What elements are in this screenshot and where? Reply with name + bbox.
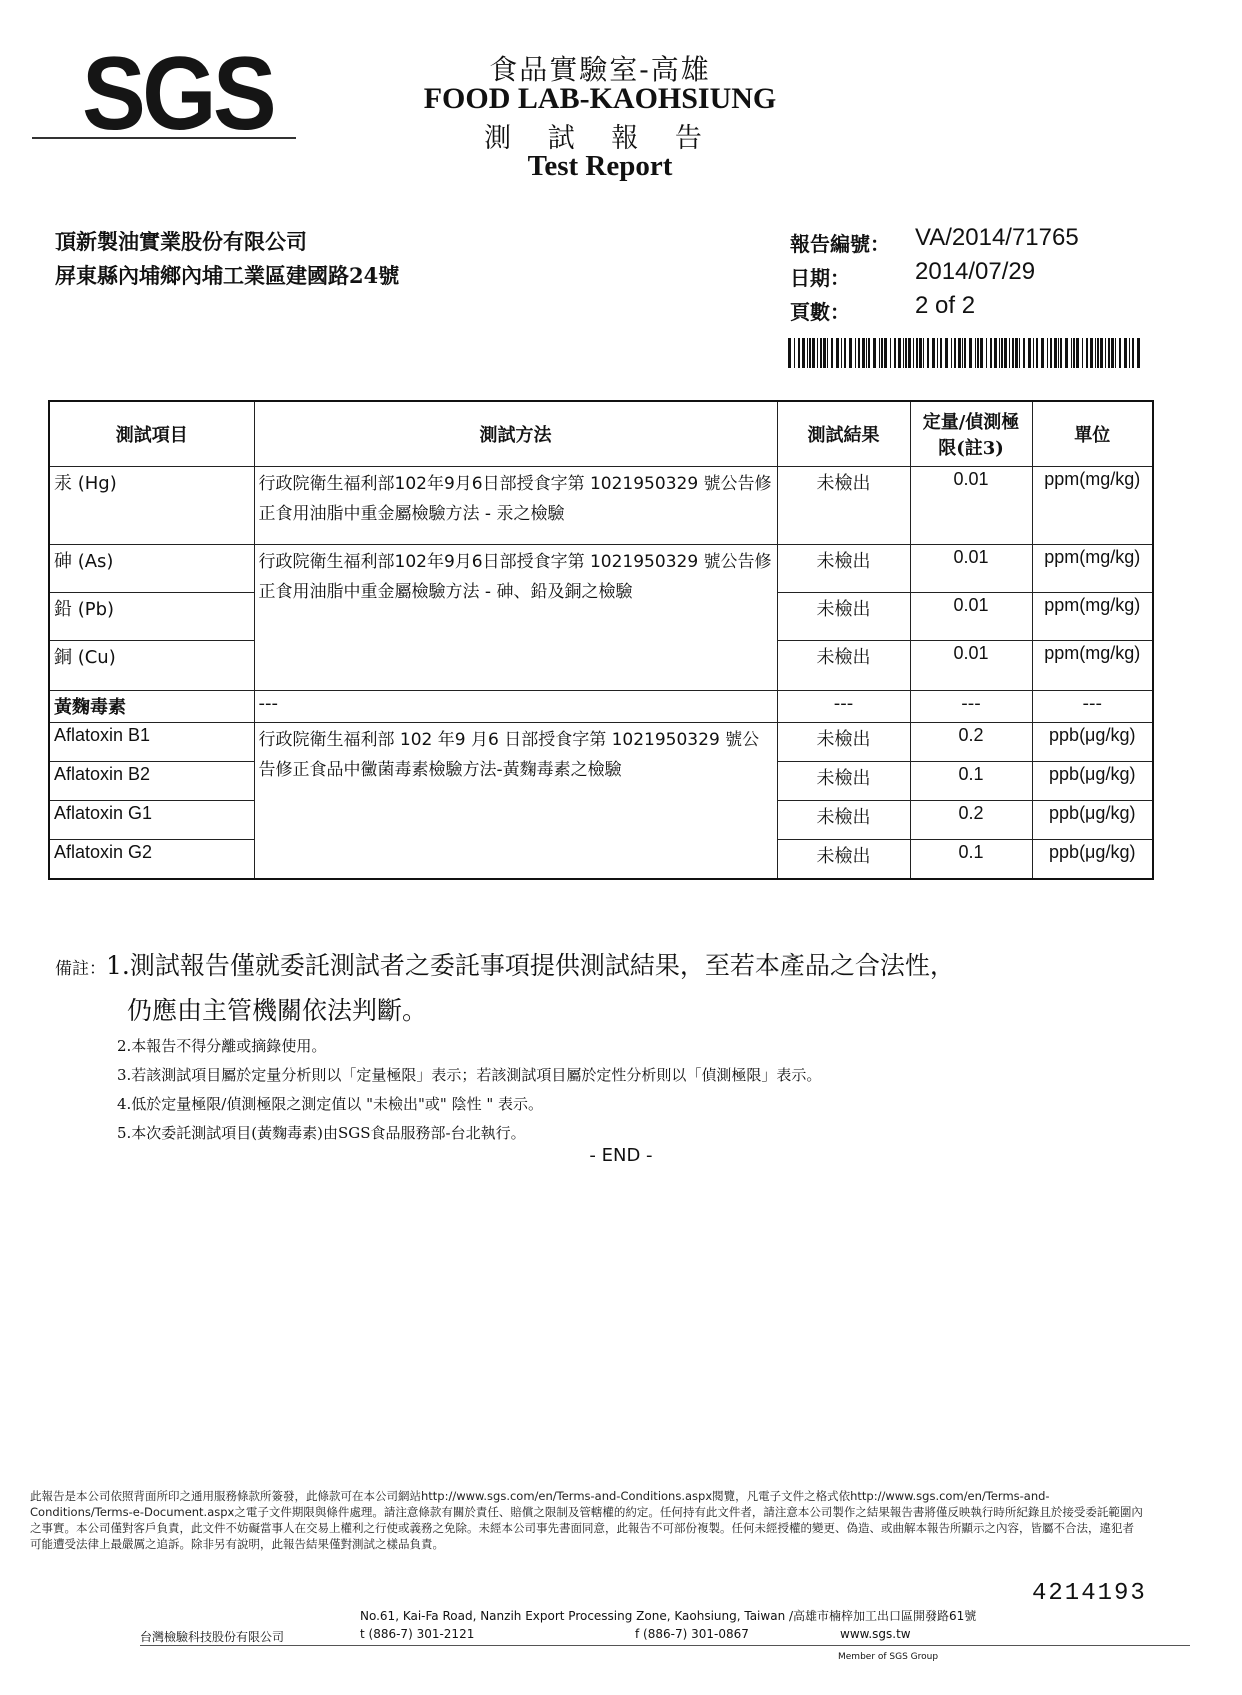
notes-section: [55, 945, 1185, 1148]
row-unit: ppm(mg/kg): [1032, 467, 1153, 545]
footer-divider: [140, 1645, 1190, 1646]
row-limit: 0.01: [910, 593, 1032, 641]
header-limit: 定量/偵測極限(註3): [910, 401, 1032, 467]
row-result: 未檢出: [777, 723, 910, 762]
row-limit: 0.01: [910, 467, 1032, 545]
row-limit: 0.2: [910, 723, 1032, 762]
row-result: 未檢出: [777, 840, 910, 879]
row-item: Aflatoxin G1: [49, 801, 254, 840]
row-method: ---: [254, 691, 777, 723]
client-name: 頂新製油實業股份有限公司: [55, 229, 307, 254]
client-address: 屏東縣內埔鄉內埔工業區建國路24號: [55, 263, 400, 288]
report-title-cn: 測 試 報 告: [484, 123, 716, 154]
note-5: 5.本次委託測試項目(黃麴毒素)由SGS食品服務部-台北執行。: [117, 1124, 526, 1142]
reference-number: 4214193: [1032, 1580, 1147, 1607]
row-unit: ---: [1032, 691, 1153, 723]
note-1: [55, 945, 1185, 990]
page-count: 2 of 2: [915, 292, 976, 319]
header-unit: 單位: [1032, 401, 1153, 467]
row-unit: ppb(μg/kg): [1032, 762, 1153, 801]
lab-name-en: FOOD LAB-KAOHSIUNG: [423, 82, 777, 115]
page-label: 頁數：: [790, 300, 850, 324]
note-3: 3.若該測試項目屬於定量分析則以「定量極限」表示；若該測試項目屬於定性分析則以「偵測極限」表示。: [117, 1066, 822, 1084]
row-item: 汞 (Hg): [49, 467, 254, 545]
row-result: 未檢出: [777, 801, 910, 840]
row-limit: 0.1: [910, 840, 1032, 879]
footer-member: Member of SGS Group: [838, 1652, 939, 1662]
row-unit: ppb(μg/kg): [1032, 840, 1153, 879]
row-limit: 0.01: [910, 545, 1032, 593]
row-unit: ppb(μg/kg): [1032, 723, 1153, 762]
sgs-logo: SGS: [82, 36, 274, 152]
footer-website: www.sgs.tw: [840, 1627, 911, 1641]
report-title-en: Test Report: [527, 150, 673, 182]
row-item: Aflatoxin B1: [49, 723, 254, 762]
row-method: 行政院衛生福利部 102 年9 月6 日部授食字第 1021950329 號公告修正食品中黴菌毒素檢驗方法-黃麴毒素之檢驗: [254, 723, 777, 879]
row-method: 行政院衛生福利部102年9月6日部授食字第 1021950329 號公告修正食用油脂中重金屬檢驗方法 - 汞之檢驗: [254, 467, 777, 545]
table-row: [49, 467, 1153, 545]
footer-fax: f (886-7) 301-0867: [635, 1627, 749, 1641]
row-result: ---: [777, 691, 910, 723]
row-item: 銅 (Cu): [49, 641, 254, 691]
lab-name-cn: 食品實驗室-高雄: [489, 53, 711, 86]
row-method: 行政院衛生福利部102年9月6日部授食字第 1021950329 號公告修正食用油脂中重金屬檢驗方法 - 砷、鉛及銅之檢驗: [254, 545, 777, 691]
row-item: Aflatoxin G2: [49, 840, 254, 879]
notes-label: 備註：: [55, 959, 106, 979]
row-unit: ppm(mg/kg): [1032, 545, 1153, 593]
row-limit: 0.1: [910, 762, 1032, 801]
report-no: VA/2014/71765: [915, 224, 1079, 251]
row-item: 砷 (As): [49, 545, 254, 593]
note-4: 4.低於定量極限/偵測極限之測定值以 "未檢出"或" 陰性 " 表示。: [117, 1095, 544, 1113]
note-1-line-1: 1.測試報告僅就委託測試者之委託事項提供測試結果，至若本產品之合法性，: [106, 951, 955, 980]
row-limit: ---: [910, 691, 1032, 723]
table-header-row: [49, 401, 1153, 467]
note-2: 2.本報告不得分離或摘錄使用。: [117, 1037, 327, 1055]
table-row: [49, 545, 1153, 593]
barcode: [788, 338, 1143, 368]
report-date: 2014/07/29: [915, 258, 1036, 285]
row-result: 未檢出: [777, 762, 910, 801]
row-result: 未檢出: [777, 545, 910, 593]
row-limit: 0.2: [910, 801, 1032, 840]
table-row: [49, 691, 1153, 723]
row-item: 黃麴毒素: [49, 691, 254, 723]
row-unit: ppb(μg/kg): [1032, 801, 1153, 840]
results-table: [48, 400, 1154, 880]
row-unit: ppm(mg/kg): [1032, 593, 1153, 641]
table-row: [49, 723, 1153, 762]
header-method: 測試方法: [254, 401, 777, 467]
disclaimer-text: 此報告是本公司依照背面所印之通用服務條款所簽發，此條款可在本公司網站http://www.sgs.com/en/Terms-and-Conditions.aspx閱覽，凡電子文件之格式依http://www.sgs.com/en/Terms-and-Conditions/Terms-e-Document.aspx之電子文件期限與條件處理。請注意條款有關於責任、賠償之限制及管轄權的約定。任何持有此文件者，請注意本公司製作之結果報告書將僅反映執行時所紀錄且於接受委託範圍內之事實。本公司僅對客戶負責，此文件不妨礙當事人在交易上權利之行使或義務之免除。未經本公司事先書面同意，此報告不可部份複製。任何未經授權的變更、偽造、或曲解本報告所顯示之內容，皆屬不合法，違犯者可能遭受法律上最嚴厲之追訴。除非另有說明，此報告結果僅對測試之樣品負責。: [30, 1489, 1143, 1551]
footer-phone: t (886-7) 301-2121: [360, 1627, 475, 1641]
row-limit: 0.01: [910, 641, 1032, 691]
report-no-label: 報告編號：: [790, 232, 890, 256]
row-result: 未檢出: [777, 467, 910, 545]
footer-company: 台灣檢驗科技股份有限公司: [140, 1630, 285, 1644]
end-marker: - END -: [589, 1145, 653, 1166]
row-item: Aflatoxin B2: [49, 762, 254, 801]
logo-underline: [32, 137, 296, 139]
note-1-line-2: 仍應由主管機關依法判斷。: [127, 996, 428, 1025]
header-result: 測試結果: [777, 401, 910, 467]
row-result: 未檢出: [777, 593, 910, 641]
row-item: 鉛 (Pb): [49, 593, 254, 641]
row-result: 未檢出: [777, 641, 910, 691]
row-unit: ppm(mg/kg): [1032, 641, 1153, 691]
date-label: 日期：: [790, 266, 850, 290]
footer-address: No.61, Kai-Fa Road, Nanzih Export Processing Zone, Kaohsiung, Taiwan /高雄市楠梓加工出口區開發路61號: [360, 1609, 977, 1623]
header-item: 測試項目: [49, 401, 254, 467]
